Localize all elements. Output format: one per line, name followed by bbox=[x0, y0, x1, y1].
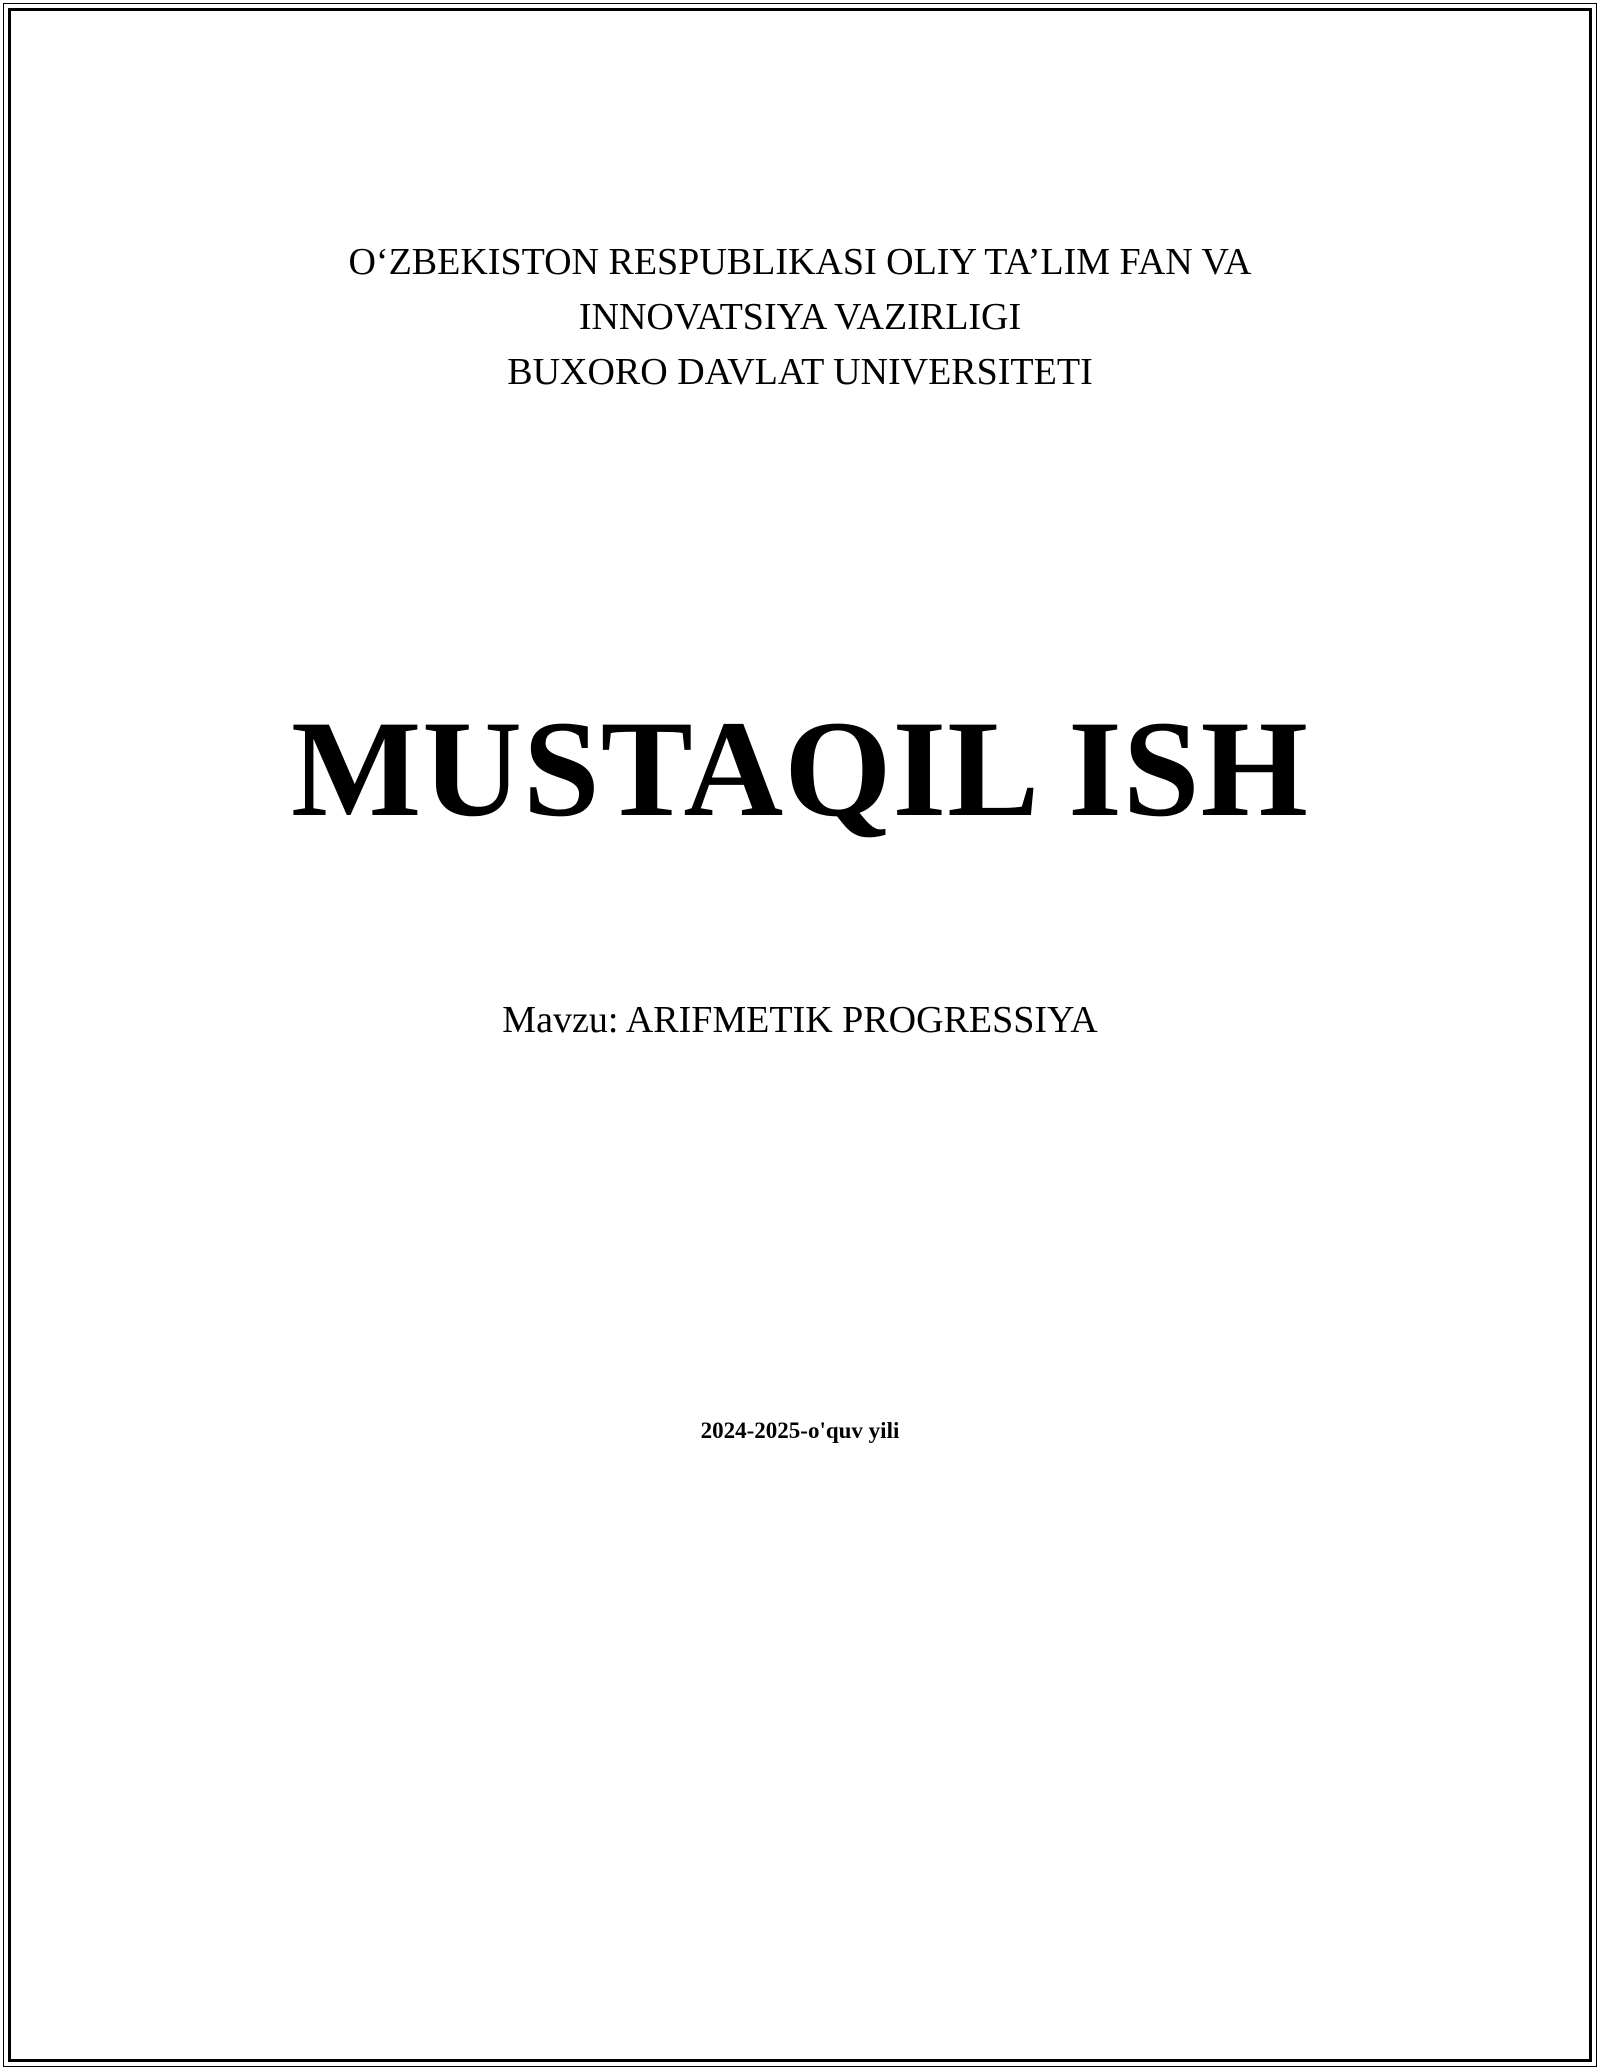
ministry-header-line-1: O‘ZBEKISTON RESPUBLIKASI OLIY TA’LIM FAN VA bbox=[348, 241, 1252, 283]
academic-year: 2024-2025-o'quv yili bbox=[700, 1418, 900, 1443]
ministry-header bbox=[0, 235, 1600, 400]
document-title: MUSTAQIL ISH bbox=[291, 692, 1309, 845]
topic-line: Mavzu: ARIFMETIK PROGRESSIYA bbox=[502, 999, 1098, 1041]
ministry-header-line-2: INNOVATSIYA VAZIRLIGI bbox=[578, 296, 1022, 338]
university-name-line: BUXORO DAVLAT UNIVERSITETI bbox=[507, 351, 1093, 393]
